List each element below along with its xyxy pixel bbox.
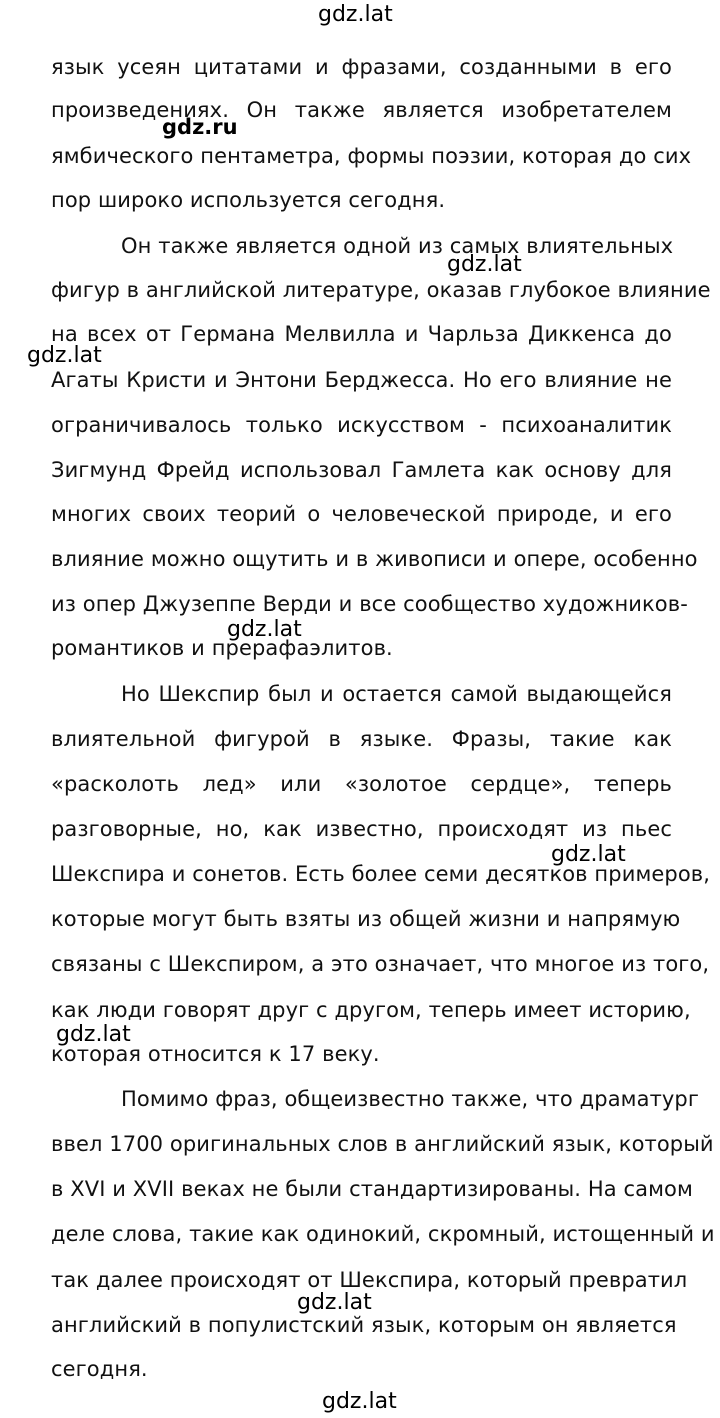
watermark: gdz.lat [551, 842, 626, 867]
text-line: как люди говорят друг с другом, теперь имеет историю, [51, 998, 691, 1022]
watermark-top: gdz.lat [318, 2, 393, 27]
text-line: английский в популистский язык, которым он является [51, 1313, 677, 1337]
text-line: в XVI и XVII веках не были стандартизированы. На самом [51, 1177, 693, 1201]
watermark: gdz.lat [297, 1290, 372, 1315]
text-line: которая относится к 17 веку. [51, 1042, 380, 1066]
watermark: gdz.ru [162, 115, 238, 139]
text-line: на всех от Германа Мелвилла и Чарльза Диккенса до [51, 322, 672, 346]
text-line: деле слова, такие как одинокий, скромный, истощенный и [51, 1222, 715, 1246]
text-line: влиятельной фигурой в языке. Фразы, такие как [51, 727, 672, 751]
text-line: Агаты Кристи и Энтони Берджесса. Но его влияние не [51, 368, 672, 392]
text-line: многих своих теорий о человеческой природе, и его [51, 502, 672, 526]
text-line: влияние можно ощутить и в живописи и опере, особенно [51, 547, 698, 571]
text-line: Он также является одной из самых влиятельных [121, 234, 674, 258]
watermark-bottom: gdz.lat [322, 1389, 397, 1414]
watermark: gdz.lat [27, 343, 102, 368]
text-line: разговорные, но, как известно, происходят из пьес [51, 817, 672, 841]
watermark: gdz.lat [447, 252, 522, 277]
text-line: так далее происходят от Шекспира, который превратил [51, 1268, 688, 1292]
text-line: пор широко используется сегодня. [51, 188, 446, 212]
text-line: связаны с Шекспиром, а это означает, что многое из того, [51, 952, 710, 976]
text-line: ямбического пентаметра, формы поэзии, которая до сих [51, 144, 692, 168]
text-line: из опер Джузеппе Верди и все сообщество художников- [51, 592, 688, 616]
watermark: gdz.lat [227, 617, 302, 642]
text-line: ввел 1700 оригинальных слов в английский язык, который [51, 1132, 714, 1156]
text-line: Зигмунд Фрейд использовал Гамлета как основу для [51, 458, 672, 482]
text-line: которые могут быть взяты из общей жизни и напрямую [51, 907, 681, 931]
text-line: романтиков и прерафаэлитов. [51, 636, 393, 660]
text-line: произведениях. Он также является изобретателем [51, 98, 672, 122]
watermark: gdz.lat [56, 1022, 131, 1047]
text-line: Шекспира и сонетов. Есть более семи десятков примеров, [51, 862, 711, 886]
text-line: Помимо фраз, общеизвестно также, что драматург [121, 1087, 699, 1111]
text-line: фигур в английской литературе, оказав глубокое влияние [51, 278, 711, 302]
text-line: язык усеян цитатами и фразами, созданными в его [51, 55, 672, 79]
text-line: «расколоть лед» или «золотое сердце», теперь [51, 772, 672, 796]
text-line: ограничивалось только искусством - психоаналитик [51, 413, 672, 437]
text-line: Но Шекспир был и остается самой выдающейся [121, 682, 672, 706]
text-line: сегодня. [51, 1357, 148, 1381]
